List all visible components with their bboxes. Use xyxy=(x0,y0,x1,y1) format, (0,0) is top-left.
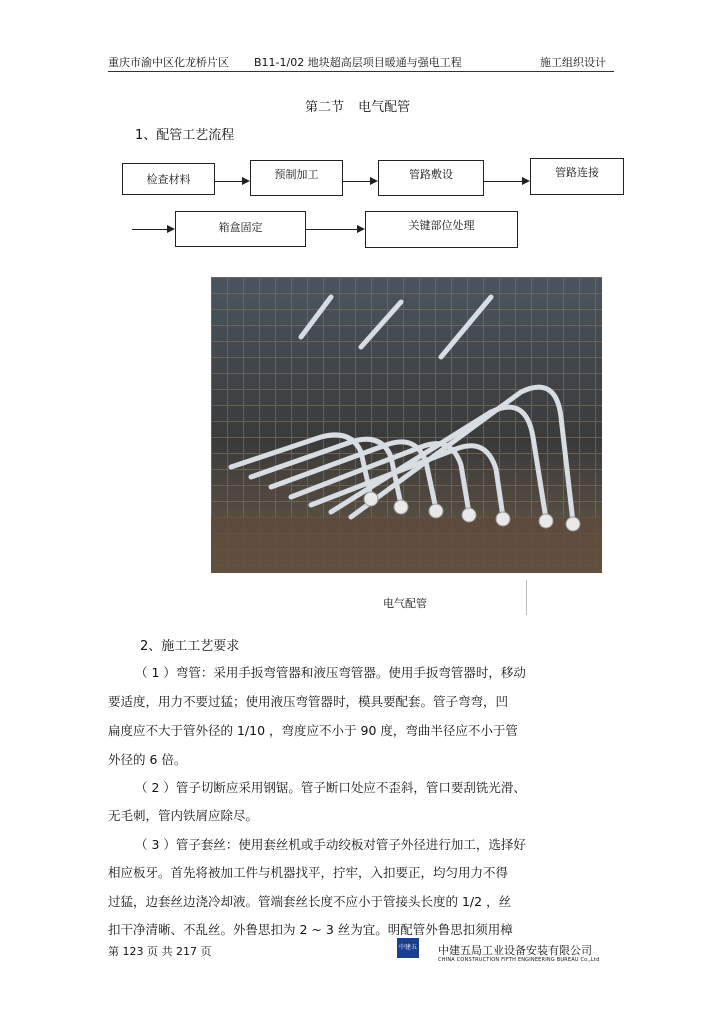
paragraph-line: 要适度，用力不要过猛；使用液压弯管器时，模具要配套。管子弯弯，凹 xyxy=(108,694,509,709)
flow-step-prefabrication: 预制加工 xyxy=(250,160,343,196)
company-name-en: CHINA CONSTRUCTION FIFTH ENGINEERING BUREAU Co.,Ltd xyxy=(438,957,600,963)
page-number: 第 123 页 共 217 页 xyxy=(108,945,212,958)
header-project: B11-1/02 地块超高层项目暖通与强电工程 xyxy=(254,56,462,69)
company-name-cn: 中建五局工业设备安装有限公司 xyxy=(438,944,592,957)
flow-arrow xyxy=(343,181,370,182)
caption-divider xyxy=(526,580,527,615)
paragraph-line: 扣干净清晰、不乱丝。外鲁思扣为 2 ~ 3 丝为宜。明配管外鲁思扣须用樟 xyxy=(108,922,513,937)
paragraph-line: 外径的 6 倍。 xyxy=(108,752,187,767)
flow-step-key-parts: 关键部位处理 xyxy=(365,211,518,248)
flow-step-pipe-connection: 管路连接 xyxy=(530,158,624,195)
flow-arrow-head xyxy=(242,177,250,185)
flow-step-inspect-materials: 检查材料 xyxy=(122,163,215,195)
paragraph-line: 扁度应不大于管外径的 1/10 ，弯度应不小于 90 度，弯曲半径应不小于管 xyxy=(108,723,518,738)
flow-arrow xyxy=(132,229,167,230)
paragraph-line: （ 1 ）弯管：采用手扳弯管器和液压弯管器。使用手扳弯管器时，移动 xyxy=(135,665,526,680)
flow-heading: 1、配管工艺流程 xyxy=(135,128,235,143)
paragraph-line: 过猛，边套丝边浇冷却液。管端套丝长度不应小于管接头长度的 1/2 ，丝 xyxy=(108,894,512,909)
flow-step-pipe-laying: 管路敷设 xyxy=(378,160,484,196)
requirements-heading: 2、施工工艺要求 xyxy=(140,639,240,654)
header-divider xyxy=(108,71,614,72)
paragraph-line: （ 2 ）管子切断应采用钢锯。管子断口处应不歪斜，管口要刮铣光滑、 xyxy=(135,780,526,795)
flow-arrow xyxy=(306,229,357,230)
flow-step-box-fixing: 箱盒固定 xyxy=(175,211,306,247)
company-logo: 中建五局 xyxy=(397,938,419,958)
header-doc-type: 施工组织设计 xyxy=(540,56,606,69)
paragraph-line: 相应板牙。首先将被加工件与机器找平，拧牢，入扣要正，均匀用力不得 xyxy=(108,865,509,880)
photo-caption: 电气配管 xyxy=(383,597,427,610)
flow-arrow xyxy=(215,181,242,182)
flow-arrow-head xyxy=(370,177,378,185)
paragraph-line: （ 3 ）管子套丝：使用套丝机或手动绞板对管子外径进行加工，选择好 xyxy=(135,837,526,852)
electrical-conduit-photo xyxy=(211,277,602,573)
flow-arrow-head xyxy=(357,225,365,233)
flow-arrow-head xyxy=(167,225,175,233)
section-title: 第二节 电气配管 xyxy=(305,100,411,115)
paragraph-line: 无毛刺，管内铁屑应除尽。 xyxy=(108,808,259,823)
flow-arrow xyxy=(484,181,522,182)
flow-arrow-head xyxy=(522,177,530,185)
header-location: 重庆市渝中区化龙桥片区 xyxy=(108,56,229,69)
